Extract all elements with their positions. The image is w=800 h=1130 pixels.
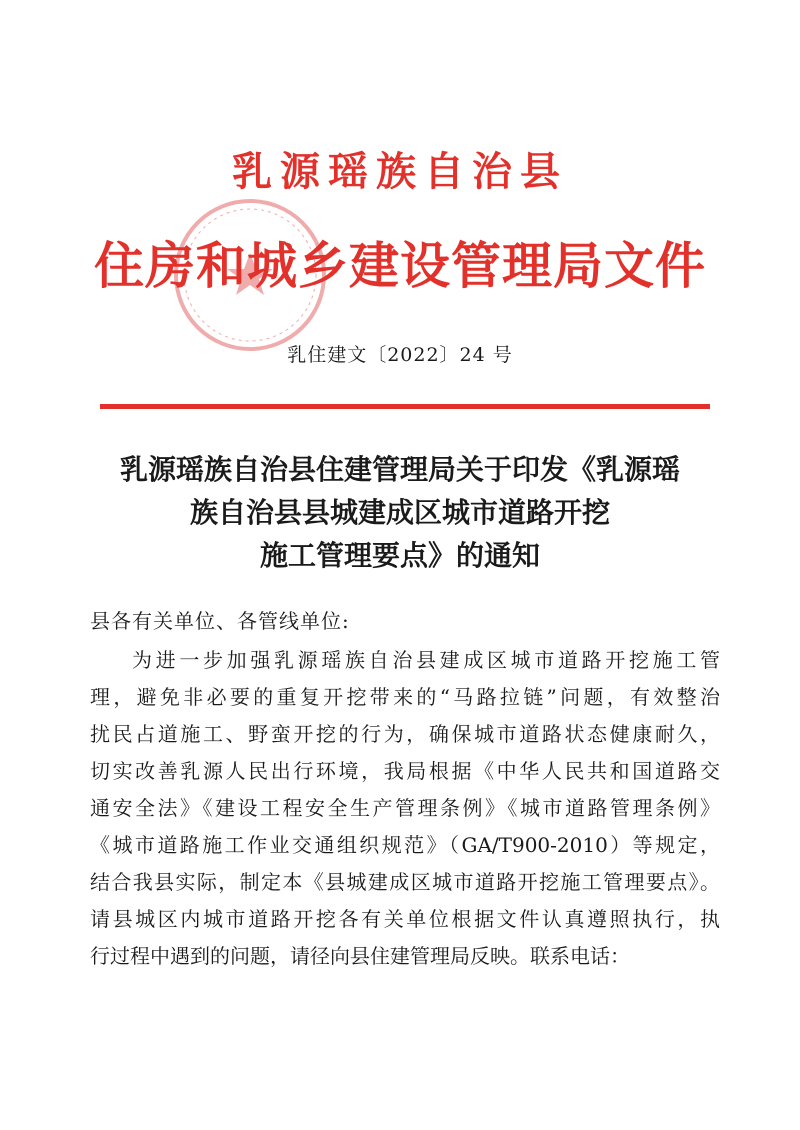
body-line: 切实改善乳源人民出行环境，我局根据《中华人民共和国道路交 (90, 759, 720, 783)
issuer-name: 乳源瑶族自治县 (232, 148, 568, 195)
body-line: 请县城区内城市道路开挖各有关单位根据文件认真遵照执行，执 (90, 907, 720, 931)
notice-title (90, 448, 710, 577)
salutation: 县各有关单位、各管线单位: (90, 609, 350, 633)
notice-title-line: 乳源瑶族自治县住建管理局关于印发《乳源瑶 (119, 453, 680, 486)
notice-title-line: 施工管理要点》的通知 (259, 539, 540, 572)
body-line: 《城市道路施工作业交通组织规范》（GA/T900-2010）等规定， (90, 833, 720, 857)
red-divider-line (100, 404, 710, 409)
notice-body (90, 600, 720, 975)
document-number: 乳住建文〔2022〕24 号 (287, 344, 513, 366)
body-line: 行过程中遇到的问题，请径向县住建管理局反映。联系电话： (90, 944, 630, 968)
body-line: 扰民占道施工、野蛮开挖的行为，确保城市道路状态健康耐久， (90, 722, 720, 746)
body-line: 结合我县实际，制定本《县城建成区城市道路开挖施工管理要点》。 (90, 870, 720, 894)
body-line: 通安全法》《建设工程安全生产管理条例》《城市道路管理条例》 (90, 796, 720, 820)
body-line: 为进一步加强乳源瑶族自治县建成区城市道路开挖施工管 (132, 648, 720, 672)
body-line: 理，避免非必要的重复开挖带来的“马路拉链”问题，有效整治 (90, 685, 720, 709)
notice-title-line: 族自治县县城建成区城市道路开挖 (189, 496, 610, 529)
document-header-title: 住房和城乡建设管理局文件 (94, 236, 706, 295)
